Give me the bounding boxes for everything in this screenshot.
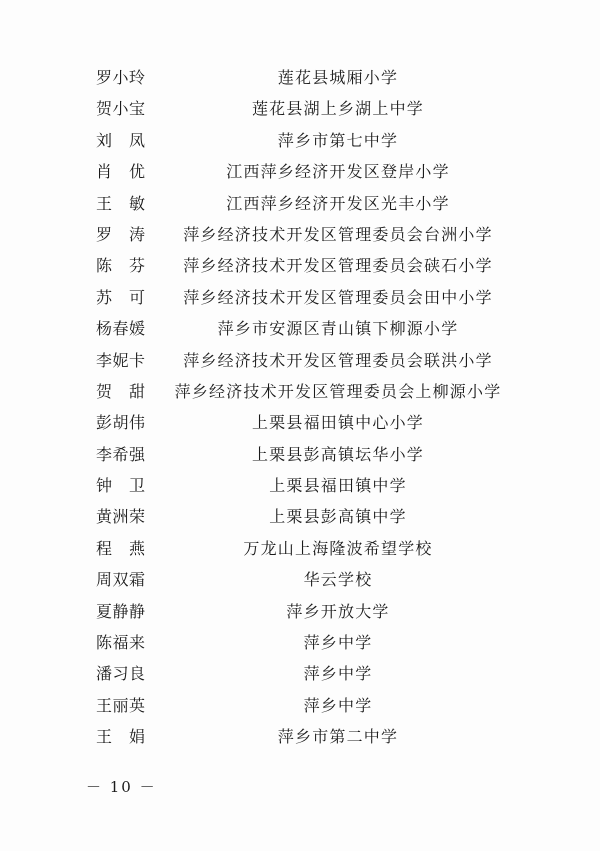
school-name: 萍乡开放大学 xyxy=(286,601,390,621)
list-item xyxy=(0,658,600,689)
person-name: 彭胡伟 xyxy=(96,413,146,433)
person-name: 王丽英 xyxy=(96,695,146,715)
person-name: 夏静静 xyxy=(96,601,146,621)
person-name: 周双霜 xyxy=(96,570,146,590)
school-name: 上栗县彭高镇中学 xyxy=(269,507,407,527)
school-name: 萍乡市安源区青山镇下柳源小学 xyxy=(217,319,459,339)
person-name: 刘 凤 xyxy=(96,130,146,150)
list-item xyxy=(0,376,600,407)
list-item xyxy=(0,690,600,721)
list-item xyxy=(0,407,600,438)
person-name: 罗小玲 xyxy=(96,68,146,87)
school-name: 萍乡经济技术开发区管理委员会联洪小学 xyxy=(183,350,493,370)
school-name: 萍乡经济技术开发区管理委员会硖石小学 xyxy=(183,256,493,276)
school-name: 江西萍乡经济开发区登岸小学 xyxy=(226,162,450,182)
page-number: － 10 － xyxy=(86,778,157,796)
person-name: 杨春媛 xyxy=(96,319,146,339)
person-name: 苏 可 xyxy=(96,287,146,307)
school-name: 莲花县湖上乡湖上中学 xyxy=(251,99,424,119)
list-item xyxy=(0,470,600,501)
list-item xyxy=(0,564,600,595)
school-name: 上栗县彭高镇坛华小学 xyxy=(251,444,424,464)
person-name: 罗 涛 xyxy=(96,224,146,244)
person-name: 陈 芬 xyxy=(96,256,146,276)
school-name: 萍乡经济技术开发区管理委员会田中小学 xyxy=(183,287,493,307)
name-school-list xyxy=(0,62,600,753)
person-name: 贺 甜 xyxy=(96,381,146,401)
list-item xyxy=(0,533,600,564)
list-item xyxy=(0,627,600,658)
school-name: 上栗县福田镇中心小学 xyxy=(251,413,424,433)
school-name: 萍乡中学 xyxy=(303,633,373,653)
list-item xyxy=(0,93,600,124)
list-item xyxy=(0,188,600,219)
school-name: 莲花县城厢小学 xyxy=(277,68,399,87)
person-name: 王 敏 xyxy=(96,193,146,213)
person-name: 李希强 xyxy=(96,444,146,464)
school-name: 萍乡经济技术开发区管理委员会台洲小学 xyxy=(183,224,493,244)
list-item xyxy=(0,439,600,470)
school-name: 万龙山上海隆波希望学校 xyxy=(243,538,433,558)
list-item xyxy=(0,345,600,376)
person-name: 李妮卡 xyxy=(96,350,146,370)
list-item xyxy=(0,721,600,752)
person-name: 潘习良 xyxy=(96,664,146,684)
person-name: 肖 优 xyxy=(96,162,146,182)
school-name: 萍乡中学 xyxy=(303,664,373,684)
person-name: 陈福来 xyxy=(96,633,146,653)
school-name: 萍乡经济技术开发区管理委员会上柳源小学 xyxy=(174,381,502,401)
list-item xyxy=(0,596,600,627)
list-item xyxy=(0,62,600,93)
school-name: 萍乡中学 xyxy=(303,695,373,715)
school-name: 萍乡市第二中学 xyxy=(277,727,399,747)
list-item xyxy=(0,313,600,344)
person-name: 王 娟 xyxy=(96,727,146,747)
school-name: 萍乡市第七中学 xyxy=(277,130,399,150)
school-name: 江西萍乡经济开发区光丰小学 xyxy=(226,193,450,213)
list-item xyxy=(0,219,600,250)
list-item xyxy=(0,282,600,313)
list-item xyxy=(0,250,600,281)
person-name: 程 燕 xyxy=(96,538,146,558)
person-name: 钟 卫 xyxy=(96,476,146,496)
person-name: 贺小宝 xyxy=(96,99,146,119)
person-name: 黄洲荣 xyxy=(96,507,146,527)
school-name: 华云学校 xyxy=(303,570,373,590)
list-item xyxy=(0,125,600,156)
school-name: 上栗县福田镇中学 xyxy=(269,476,407,496)
list-item xyxy=(0,501,600,532)
list-item xyxy=(0,156,600,187)
